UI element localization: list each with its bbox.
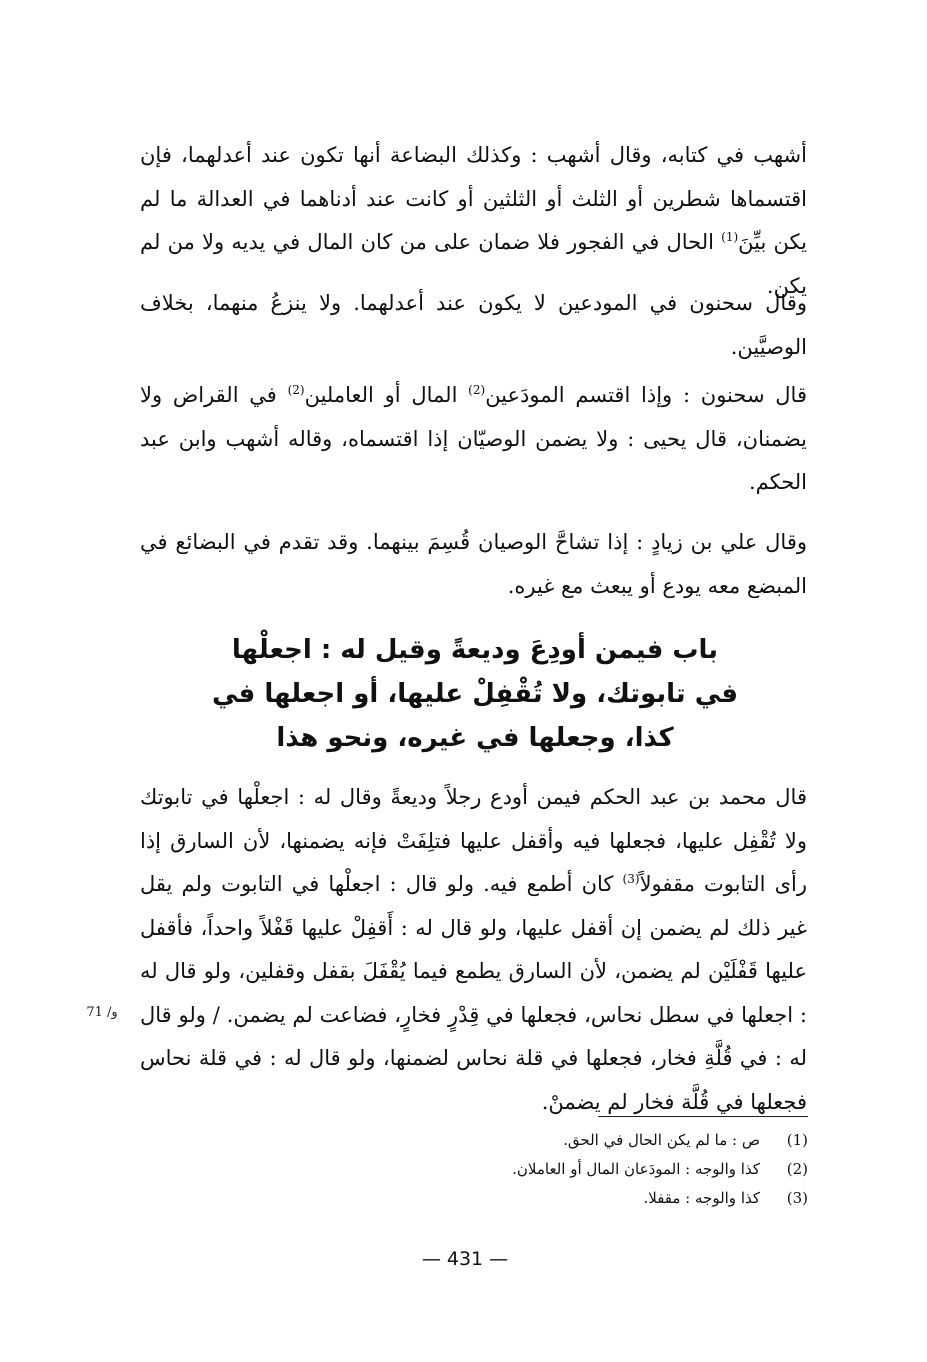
paragraph-text: قال محمد بن عبد الحكم فيمن أودع رجلاً وديعةً وقال له : اجعلْها في تابوتك ولا تُقْفِل عليها، فجعلها فيه وأقفل عليها فتلِفَتْ فإنه يضمنها، لأن السارق إذا رأى التابوت مقفولاً bbox=[140, 785, 808, 896]
paragraph-2 bbox=[140, 282, 807, 369]
paragraph-text: في القراض ولا يضمنان، قال يحيى : ولا يضمن الوصيّان إذا اقتسماه، وقاله أشهب وابن عبد الحكم. bbox=[140, 383, 807, 494]
paragraph-text: وقال علي بن زيادٍ : إذا تشاحَّ الوصيان قُسِمَ بينهما. وقد تقدم في البضائع في المبضع معه يودع أو يبعث مع غيره. bbox=[140, 530, 807, 598]
footnote-marker: (2) bbox=[287, 383, 305, 397]
paragraph-5 bbox=[140, 776, 807, 1124]
footnote-number: (3) bbox=[786, 1189, 808, 1207]
paragraph-3 bbox=[140, 374, 807, 505]
footnote-text: ص : ما لم يكن الحال في الحق. bbox=[563, 1131, 760, 1149]
paragraph-text: وقال سحنون في المودعين لا يكون عند أعدلهما. ولا ينزعُ منهما، بخلاف الوصيَّين. bbox=[140, 291, 807, 359]
paragraph-4 bbox=[140, 521, 807, 608]
footnote-text: كذا والوجه : المودَعان المال أو العاملان. bbox=[512, 1160, 760, 1178]
footnote-marker: (2) bbox=[468, 383, 486, 397]
paragraph-text: الحال في الفجور فلا ضمان على من كان المال في يديه ولا من لم يكن. bbox=[140, 230, 807, 298]
footnote-2 bbox=[380, 1155, 808, 1184]
page-number: — 431 — bbox=[421, 1248, 509, 1270]
footnote-number: (1) bbox=[786, 1131, 808, 1149]
chapter-heading-line-3: كذا، وجعلها في غيره، ونحو هذا bbox=[276, 723, 674, 753]
footnote-3 bbox=[380, 1184, 808, 1213]
chapter-heading-line-1: باب فيمن أودِعَ وديعةً وقيل له : اجعلْها bbox=[231, 635, 719, 665]
chapter-heading-line-2: في تابوتك، ولا تُقْفِلْ عليها، أو اجعلها في bbox=[211, 679, 739, 709]
paragraph-text: كان أطمع فيه. ولو قال : اجعلْها في التابوت ولم يقل غير ذلك لم يضمن إن أقفل عليها، ولو قال له : أَقفِلْ عليها قَفْلاً واحداً، فأقفل عليها قَفْلَيْن لم يضمن، لأن السارق يطمع فيما يُقْفَلَ بقفل وقفلين، ولو قال له : اجعلها في سطل نحاس، فجعلها في قِدْرٍ فخارٍ، فضاعت لم يضمن. / ولو قال له : في قُلَّةِ فخار، فجعلها في قلة نحاس لضمنها، ولو قال له : في قلة نحاس فجعلها في قُلَّة فخار لم يضمنْ. bbox=[140, 872, 807, 1114]
footnotes bbox=[380, 1126, 808, 1213]
footnote-number: (2) bbox=[786, 1160, 808, 1178]
footnote-1 bbox=[380, 1126, 808, 1155]
footnote-text: كذا والوجه : مقفلا. bbox=[643, 1189, 760, 1207]
paragraph-text: أشهب في كتابه، وقال أشهب : وكذلك البضاعة أنها تكون عند أعدلهما، فإن اقتسماها شطرين أو الثلث أو الثلثين أو كانت عند أدناهما في العدالة ما لم يكن بيِّنَ bbox=[140, 143, 807, 254]
folio-margin-note: 71 /و bbox=[86, 1005, 118, 1020]
footnote-marker: (1) bbox=[721, 230, 739, 244]
chapter-heading bbox=[150, 628, 800, 760]
paragraph-text: قال سحنون : وإذا اقتسم المودَعين bbox=[485, 383, 807, 407]
footnote-divider bbox=[598, 1116, 808, 1117]
paragraph-text: المال أو العاملين bbox=[304, 383, 469, 407]
footnote-marker: (3) bbox=[622, 872, 640, 886]
